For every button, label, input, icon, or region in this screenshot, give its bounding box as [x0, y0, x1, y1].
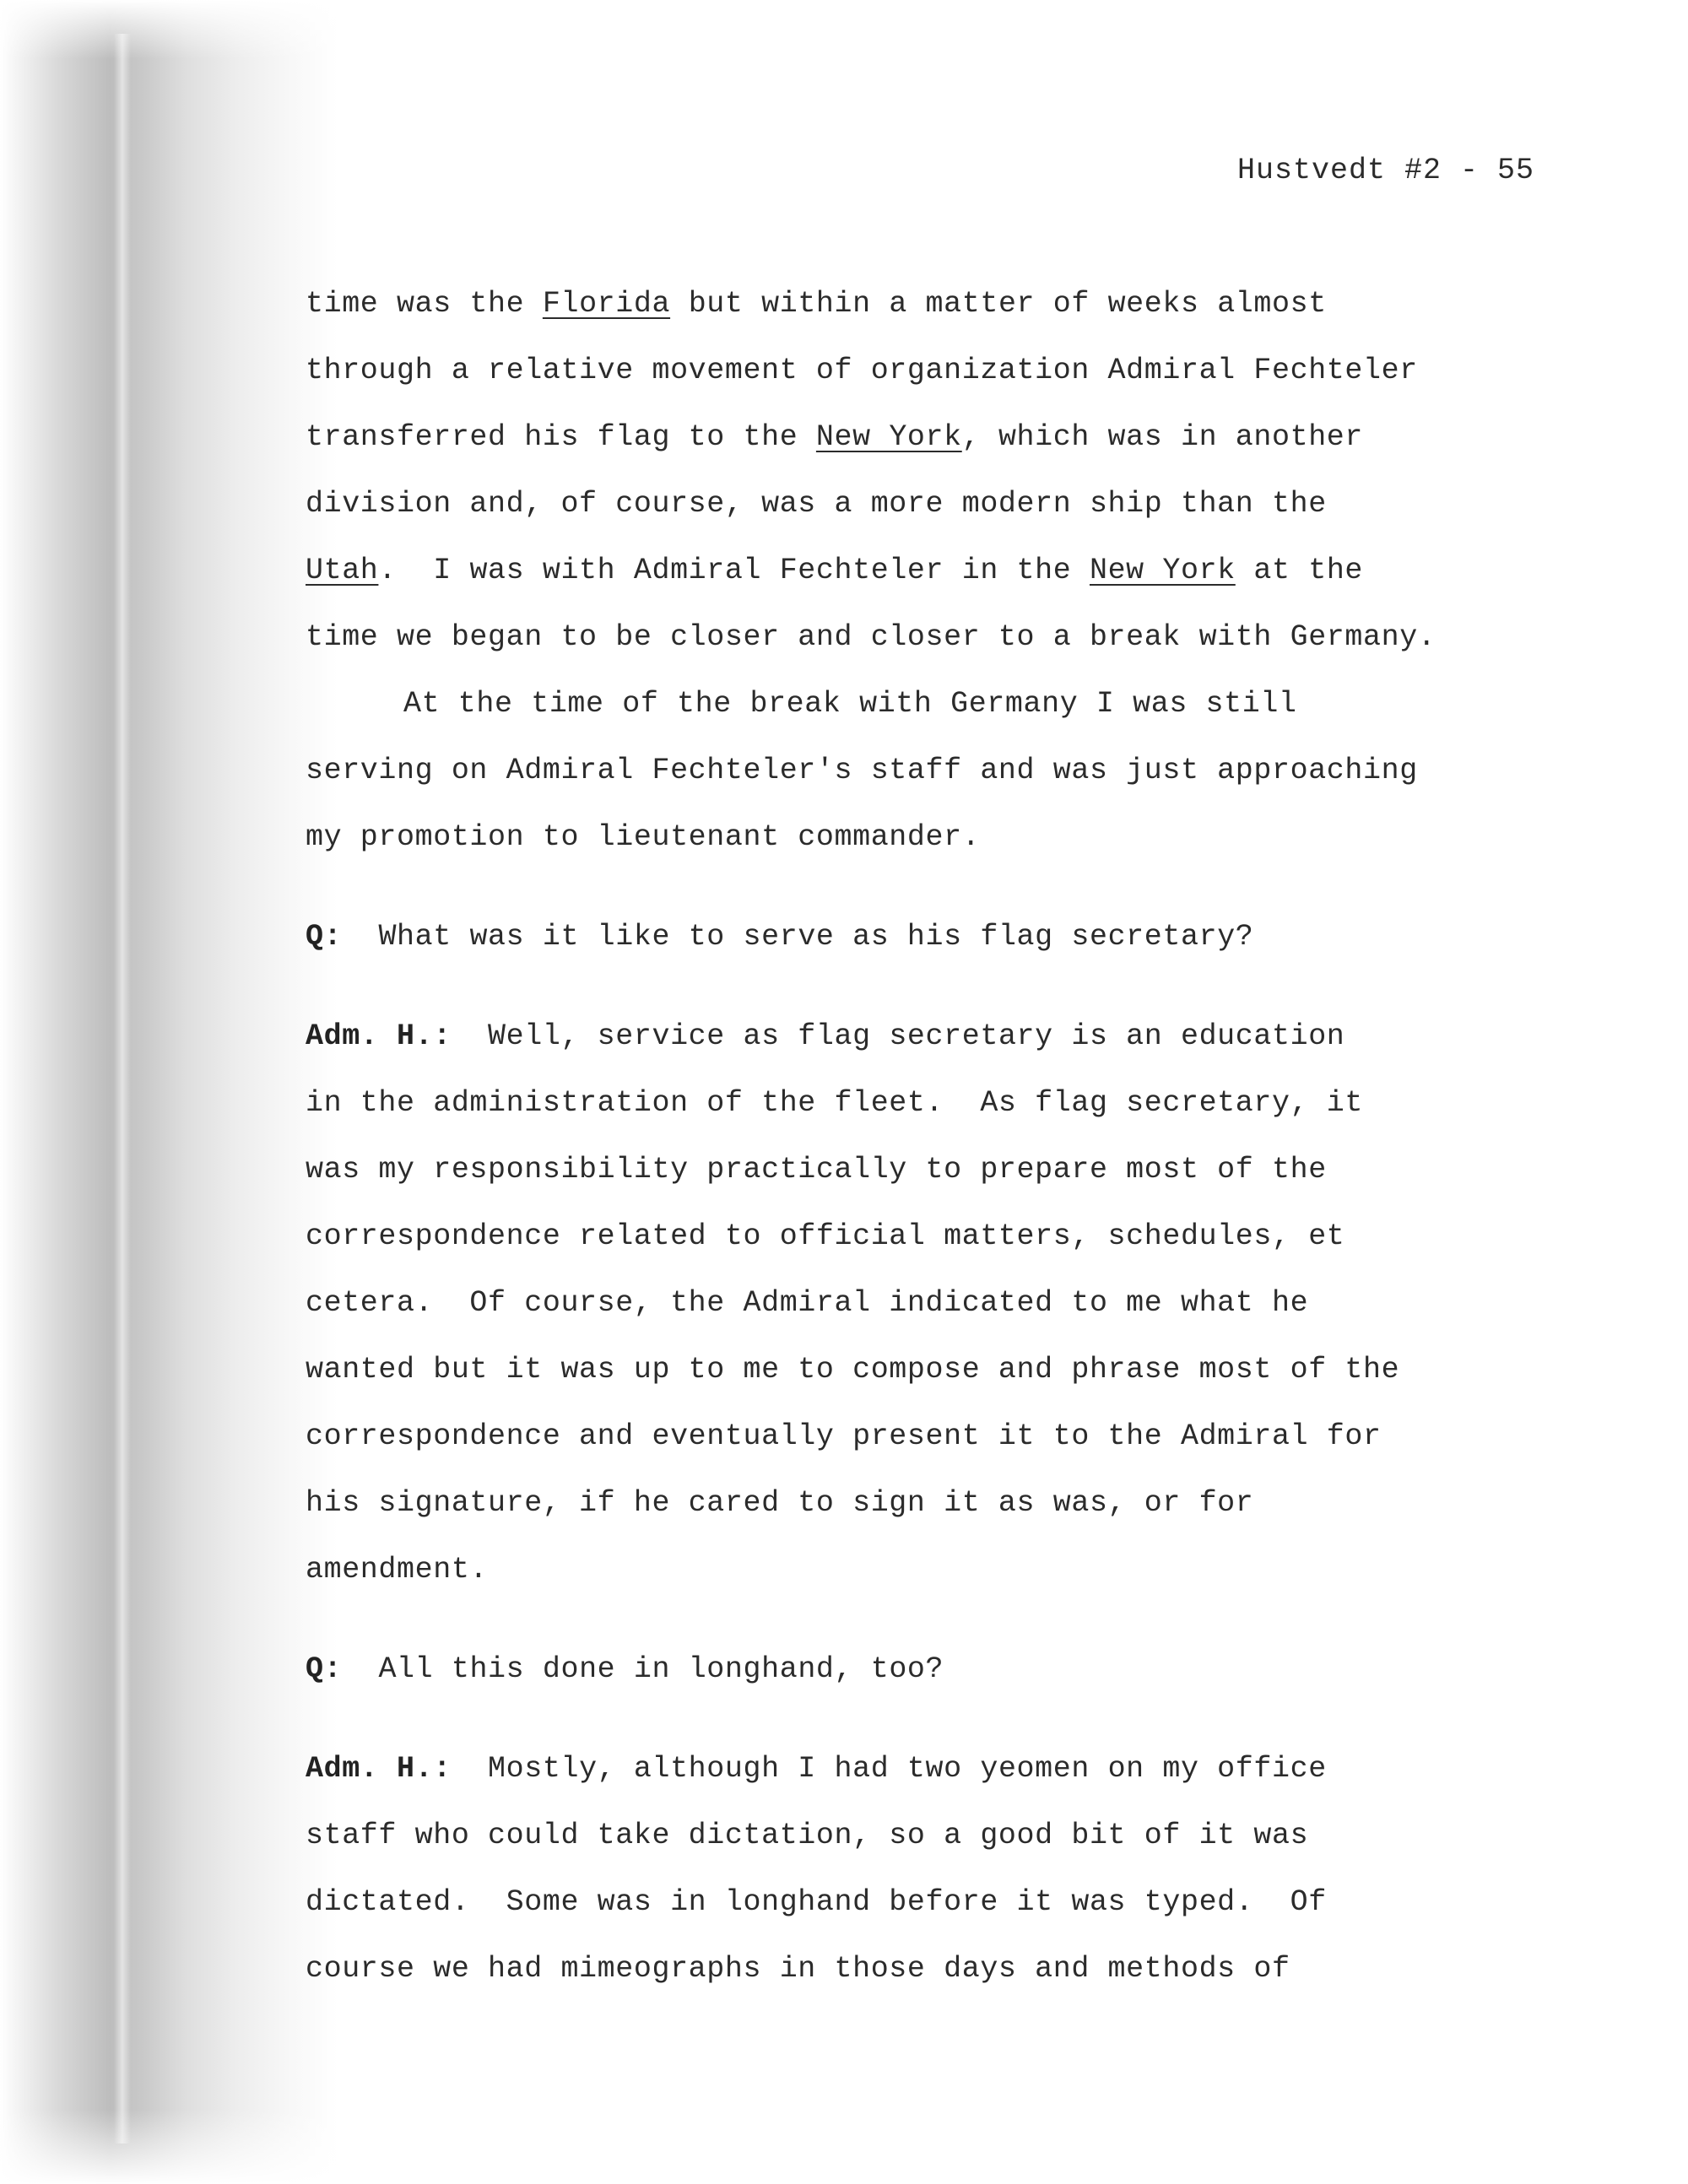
text-line: transferred his flag to the New York, which was in another	[306, 420, 1364, 454]
page-number-header: Hustvedt #2 - 55	[1236, 154, 1534, 187]
text-line: his signature, if he cared to sign it as was, or for	[306, 1486, 1254, 1520]
text-line: dictated. Some was in longhand before it was typed. Of	[306, 1885, 1327, 1919]
text-line: time we began to be closer and closer to a break with Germany.	[306, 620, 1436, 654]
speaker-label: Adm. H.:	[306, 1019, 452, 1053]
speaker-label: Adm. H.:	[306, 1752, 452, 1786]
speaker-label: Q:	[306, 1652, 343, 1686]
text-line: was my responsibility practically to prepare most of the	[306, 1153, 1327, 1187]
binding-fold	[114, 34, 131, 2143]
text-line: division and, of course, was a more modern ship than the	[306, 487, 1327, 521]
text-line: At the time of the break with Germany I was still	[403, 687, 1297, 721]
text-line: serving on Admiral Fechteler's staff and was just approaching	[306, 754, 1418, 787]
text-line: course we had mimeographs in those days and methods of	[306, 1952, 1290, 1986]
answer-line: Adm. H.: Mostly, although I had two yeomen on my office	[306, 1752, 1327, 1786]
ship-name-utah: Utah	[306, 554, 379, 587]
question-line: Q: All this done in longhand, too?	[306, 1652, 944, 1686]
ship-name-florida: Florida	[542, 287, 671, 321]
text-line: in the administration of the fleet. As flag secretary, it	[306, 1086, 1363, 1120]
ship-name-new-york: New York	[815, 420, 962, 454]
text-line: through a relative movement of organization Admiral Fechteler	[306, 354, 1418, 387]
text-line: correspondence related to official matters, schedules, et	[306, 1219, 1345, 1253]
text-line: Utah. I was with Admiral Fechteler in the New York at the	[306, 554, 1364, 587]
binding-edge-top	[0, 0, 405, 59]
answer-line: Adm. H.: Well, service as flag secretary is an education	[306, 1019, 1345, 1053]
ship-name-new-york: New York	[1089, 554, 1236, 587]
binding-edge-bottom	[0, 2110, 506, 2184]
text-line: staff who could take dictation, so a good bit of it was	[306, 1819, 1309, 1852]
binding-shadow	[0, 0, 338, 2184]
text-line: time was the Florida but within a matter of weeks almost	[306, 287, 1327, 321]
text-line: wanted but it was up to me to compose and phrase most of the	[306, 1353, 1400, 1387]
text-line: correspondence and eventually present it to the Admiral for	[306, 1419, 1382, 1453]
text-line: my promotion to lieutenant commander.	[306, 820, 981, 854]
text-line: cetera. Of course, the Admiral indicated to me what he	[306, 1286, 1309, 1320]
question-line: Q: What was it like to serve as his flag secretary?	[306, 920, 1254, 954]
speaker-label: Q:	[306, 920, 343, 954]
text-line: amendment.	[306, 1553, 489, 1587]
